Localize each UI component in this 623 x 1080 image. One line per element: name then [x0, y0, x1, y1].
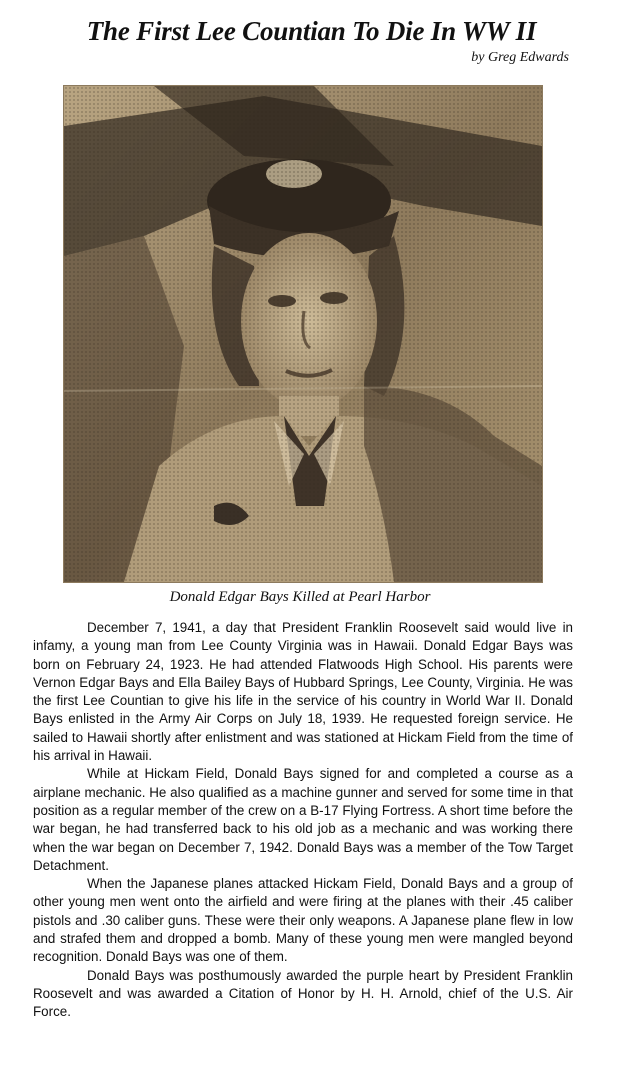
paragraph-3: When the Japanese planes attacked Hickam Field, Donald Bays and a group of other young men went onto the airfield and were firing at the planes with their .45 caliber pistols and .30 caliber guns. These were their only weapons. A Japanese plane flew in low and strafed them and dropped a bomb. Many of these young men were mangled beyond recognition. Donald Bays was one of them. [33, 876, 573, 965]
byline: by Greg Edwards [471, 50, 569, 65]
halftone-portrait-image [64, 86, 542, 582]
article-title: The First Lee Countian To Die In WW II [86, 16, 537, 46]
photo-caption: Donald Edgar Bays Killed at Pearl Harbor [169, 589, 431, 605]
paragraph-4: Donald Bays was posthumously awarded the purple heart by President Franklin Roosevelt and was awarded a Citation of Honor by H. H. Arnold, chief of the U.S. Air Force. [33, 967, 573, 1020]
cropped-previous-line [0, 0, 623, 6]
portrait-photo [64, 86, 542, 582]
paragraph-2: While at Hickam Field, Donald Bays signed for and completed a course as a airplane mechanic. He also qualified as a machine gunner and served for some time in that position as a regular member of the crew on a B-17 Flying Fortress. A short time before the war began, he had transferred back to his old job as a mechanic and was working there when the war began on December 7, 1942. Donald Bays was a member of the Tow Target Detachment. [33, 766, 573, 873]
paragraph-1: December 7, 1941, a day that President Franklin Roosevelt said would live in infamy, a young man from Lee County Virginia was in Hawaii. Donald Edgar Bays was born on February 24, 1923. He had attended Flatwoods High School. His parents were Vernon Edgar Bays and Ella Bailey Bays of Hubbard Springs, Lee County, Virginia. He was the first Lee Countian to give his life in the service of his country in World War II. Donald Bays enlisted in the Army Air Corps on July 18, 1939. He requested foreign service. He sailed to Hawaii shortly after enlistment and was stationed at Hickam Field from the time of his arrival in Hawaii. [33, 620, 573, 764]
article-body [33, 619, 573, 1022]
